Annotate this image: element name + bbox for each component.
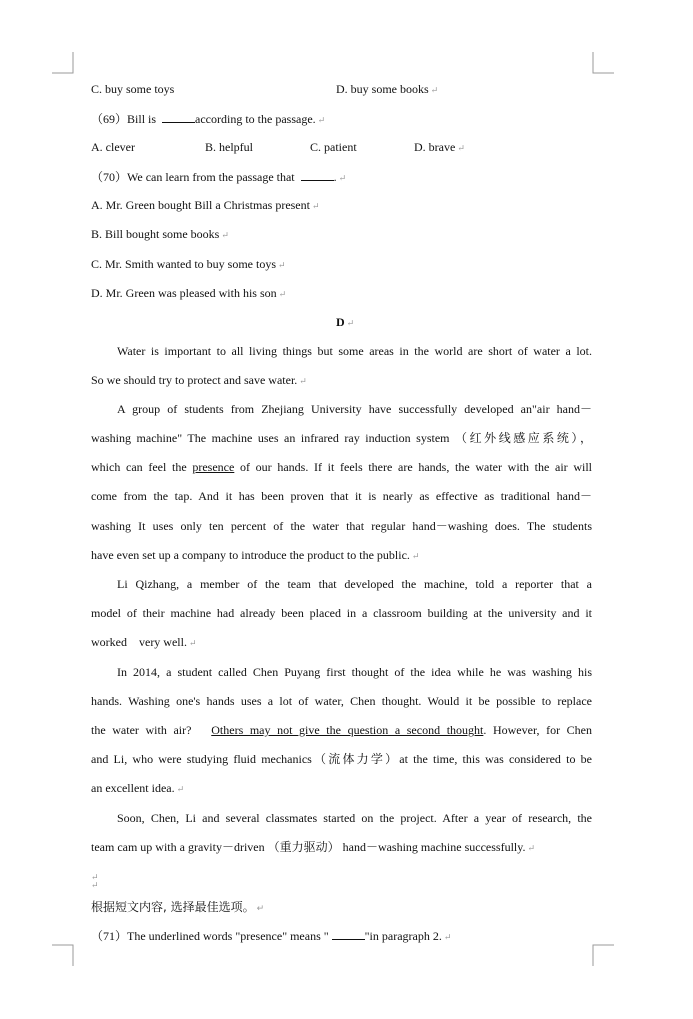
question-69: （69）Bill is according to the passage. ↵ [91,112,326,126]
q69-option-d: D. brave ↵ [414,140,465,154]
paragraph-4-line-4: and Li, who were studying fluid mechanics（流体力学）at the time, this was considered to be [91,752,592,766]
paragraph-2-line-2: washing machine" The machine uses an infrared ray induction system （红外线感应系统）， [91,431,592,445]
crop-mark-top-left [52,52,76,76]
paragraph-4-line-3: the water with air? Others may not give the question a second thought. However, for Chen [91,723,593,737]
answer-blank [162,111,195,123]
crop-mark-top-right [591,52,615,76]
crop-mark-bottom-right [591,943,615,967]
paragraph-3-line-1: Li Qizhang, a member of the team that developed the machine, told a reporter that a [117,577,592,591]
q70-option-a: A. Mr. Green bought Bill a Christmas present ↵ [91,198,320,212]
q70-option-b: B. Bill bought some books ↵ [91,227,229,241]
q69-option-b: B. helpful [205,140,253,154]
q70-option-c: C. Mr. Smith wanted to buy some toys ↵ [91,257,286,271]
q68-option-c: C. buy some toys [91,82,175,96]
paragraph-2-line-1: A group of students from Zhejiang University have successfully developed an"air hand－ [117,402,592,416]
answer-blank [332,928,365,940]
paragraph-2-line-5: washing It uses only ten percent of the water that regular hand－washing does. The students [91,519,592,533]
q68-option-d: D. buy some books ↵ [336,82,439,96]
paragraph-2-line-3: which can feel the presence of our hands. If it feels there are hands, the water with the air will [91,460,592,474]
q69-option-a: A. clever [91,140,135,154]
crop-mark-bottom-left [52,943,76,967]
paragraph-3-line-2: model of their machine had already been placed in a classroom building at the university and it [91,606,592,620]
paragraph-1-line-1: Water is important to all living things but some areas in the world are short of water a lot. [117,344,592,358]
section-heading: D ↵ [336,315,355,329]
paragraph-4-line-1: In 2014, a student called Chen Puyang first thought of the idea while he was washing his [117,665,592,679]
q70-option-d: D. Mr. Green was pleased with his son ↵ [91,286,287,300]
empty-paragraph-mark: ↵ [91,872,99,882]
paragraph-2-line-4: come from the tap. And it has been proven that it is nearly as effective as traditional hand－ [91,489,592,503]
underlined-word-presence: presence [192,460,235,474]
empty-paragraph-mark: ↵ [91,880,99,890]
paragraph-4-line-2: hands. Washing one's hands uses a lot of water, Chen thought. Would it be possible to replace [91,694,592,708]
paragraph-5-line-1: Soon, Chen, Li and several classmates started on the project. After a year of research, the [117,811,592,825]
answer-blank [301,169,334,181]
instruction: 根据短文内容, 选择最佳选项。 ↵ [91,900,265,914]
question-70: （70）We can learn from the passage that . ↵ [91,170,347,184]
paragraph-3-line-3: worked very well. ↵ [91,635,197,649]
underlined-sentence: Others may not give the question a second thought [211,723,484,737]
paragraph-5-line-2: team cam up with a gravity－driven （重力驱动） hand－washing machine successfully. ↵ [91,840,536,854]
question-71: （71）The underlined words "presence" means " "in paragraph 2. ↵ [91,929,452,943]
paragraph-2-line-6: have even set up a company to introduce the product to the public. ↵ [91,548,420,562]
paragraph-4-line-5: an excellent idea. ↵ [91,781,185,795]
paragraph-1-line-2: So we should try to protect and save water. ↵ [91,373,307,387]
q69-option-c: C. patient [310,140,357,154]
